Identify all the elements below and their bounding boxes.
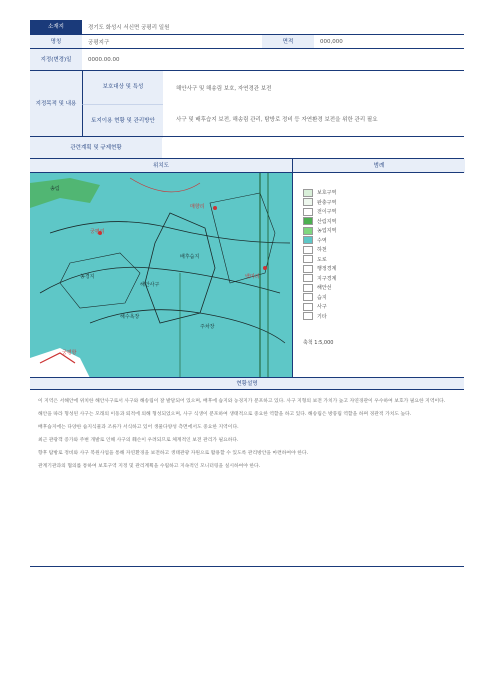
legend-swatch <box>303 198 313 206</box>
legend-list <box>303 188 464 321</box>
legend-item <box>303 198 464 208</box>
legend-swatch <box>303 189 313 197</box>
legend <box>292 173 464 378</box>
location-map <box>30 173 292 378</box>
map-label-9: 해수욕장 <box>120 314 140 320</box>
legend-item <box>303 283 464 293</box>
legend-item <box>303 217 464 227</box>
legend-swatch <box>303 274 313 282</box>
legend-label: 산림지역 <box>317 218 337 225</box>
legend-label: 도로 <box>317 256 327 263</box>
map-label-4: 해안사구 <box>140 282 160 288</box>
legend-swatch <box>303 265 313 273</box>
map-row <box>30 172 464 378</box>
legend-label: 하천 <box>317 247 327 254</box>
legend-label: 해안선 <box>317 285 332 292</box>
legend-label: 사구 <box>317 304 327 311</box>
header-row <box>30 20 464 34</box>
name-label: 명칭 <box>30 35 82 49</box>
legend-swatch <box>303 284 313 292</box>
legend-swatch <box>303 312 313 320</box>
map-header-row <box>30 158 464 173</box>
legend-label: 기타 <box>317 313 327 320</box>
date-value: 0000.00.00 <box>88 57 120 63</box>
protection-label: 보호대상 및 특성 <box>82 71 163 104</box>
area-value: 000,000 <box>320 39 343 45</box>
legend-item <box>303 226 464 236</box>
legend-item <box>303 293 464 303</box>
date-row <box>30 48 464 71</box>
legend-swatch <box>303 255 313 263</box>
legend-item <box>303 312 464 322</box>
legend-item <box>303 255 464 265</box>
legend-label: 습지 <box>317 294 327 301</box>
legend-item <box>303 207 464 217</box>
legend-item <box>303 264 464 274</box>
legend-label: 전이구역 <box>317 209 337 216</box>
area-label: 면적 <box>262 35 314 49</box>
legend-item <box>303 188 464 198</box>
desc-paragraph: 최근 관광객 증가와 주변 개발로 인해 사구의 훼손이 우려되므로 체계적인 보전 관리가 필요하다. <box>38 438 239 443</box>
legend-swatch <box>303 227 313 235</box>
desc-body <box>30 390 464 470</box>
document-page <box>30 20 464 670</box>
legend-label: 지구경계 <box>317 275 337 282</box>
protection-value: 해안사구 및 해송림 보호, 자연경관 보전 <box>176 85 272 92</box>
landuse-label: 토지이용 현황 및 관리방안 <box>82 104 163 138</box>
legend-label: 수역 <box>317 237 327 244</box>
date-label: 지정(변경)일 <box>30 49 82 71</box>
desc-paragraph: 관계기관과의 협의를 통하여 보호구역 지정 및 관리계획을 수립하고 지속적인 모니터링을 실시하여야 한다. <box>38 464 261 469</box>
map-title: 위치도 <box>30 159 292 173</box>
related-row <box>30 136 464 159</box>
purpose-row <box>30 70 464 137</box>
location-value: 경기도 화성시 서신면 궁평리 일원 <box>88 25 170 31</box>
name-row <box>30 34 464 49</box>
legend-swatch <box>303 293 313 301</box>
map-label-3: 백미리 <box>245 274 260 280</box>
desc-paragraph: 이 지역은 서해안에 위치한 해안사구로서 사구와 해송림이 잘 발달되어 있으며, 배후에 습지와 농경지가 분포하고 있다. 사구 지형의 보전 가치가 높고 자연경관이 우수하여 보호가 필요한 지역이다. <box>38 399 446 404</box>
desc-title: 현황설명 <box>30 378 464 390</box>
map-label-8: 주차장 <box>200 324 215 330</box>
related-label: 관련계획 및 규제현황 <box>30 137 162 159</box>
desc-paragraph: 해안을 따라 형성된 사구는 모래의 이동과 퇴적에 의해 형성되었으며, 사구 식생이 분포하여 생태적으로 중요한 역할을 하고 있다. 해송림은 방풍림 역할을 하며 경관적 가치도 높다. <box>38 412 412 417</box>
map-label-0: 궁평항 <box>62 350 77 356</box>
location-label: 소재지 <box>30 20 82 34</box>
scale-text: 축척 1:5,000 <box>303 340 334 346</box>
desc-row <box>30 389 464 567</box>
legend-swatch <box>303 236 313 244</box>
name-value: 궁평지구 <box>88 40 110 46</box>
legend-swatch <box>303 303 313 311</box>
desc-paragraph: 향후 탐방로 정비와 사구 복원사업을 통해 자연환경을 보전하고 생태관광 자원으로 활용할 수 있도록 관리방안을 마련하여야 한다. <box>38 451 308 456</box>
legend-title: 범례 <box>292 159 465 173</box>
legend-item <box>303 236 464 246</box>
legend-swatch <box>303 246 313 254</box>
legend-item <box>303 245 464 255</box>
map-label-7: 송림 <box>50 186 60 192</box>
legend-label: 행정경계 <box>317 266 337 273</box>
legend-item <box>303 302 464 312</box>
legend-swatch <box>303 208 313 216</box>
legend-label: 농업지역 <box>317 228 337 235</box>
legend-swatch <box>303 217 313 225</box>
map-label-2: 매향리 <box>190 204 205 210</box>
map-label-5: 배후습지 <box>180 254 200 260</box>
legend-label: 보호구역 <box>317 190 337 197</box>
legend-label: 완충구역 <box>317 199 337 206</box>
legend-item <box>303 274 464 284</box>
purpose-label: 지정목적 및 내용 <box>30 71 82 137</box>
landuse-value: 사구 및 배후습지 보전, 해송림 관리, 탐방로 정비 등 자연환경 보전을 위한 관리 필요 <box>176 117 378 123</box>
map-label-6: 농경지 <box>80 274 95 280</box>
map-label-1: 궁평리 <box>90 229 105 235</box>
desc-paragraph: 배후습지에는 다양한 습지식물과 조류가 서식하고 있어 생물다양성 측면에서도 중요한 지역이다. <box>38 425 239 430</box>
